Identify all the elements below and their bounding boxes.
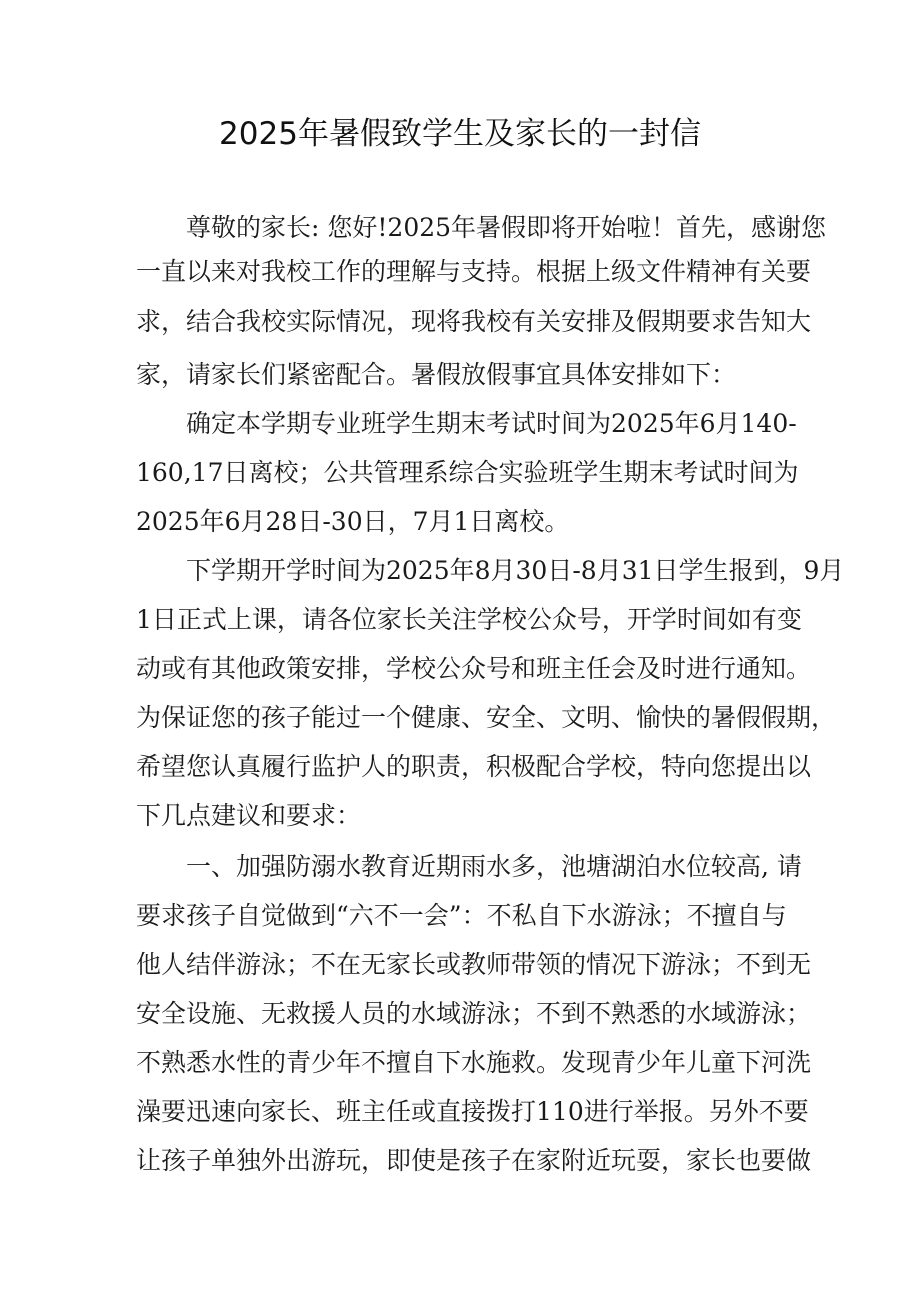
paragraph-line: 一直以来对我校工作的理解与支持。根据上级文件精神有关要 <box>136 257 812 286</box>
paragraph-line: 澡要迅速向家长、班主任或直接拨打110进行举报。另外不要 <box>136 1097 809 1126</box>
paragraph-line: 下几点建议和要求： <box>136 801 362 830</box>
paragraph-line: 下学期开学时间为2025年8月30日-8月31日学生报到，9月 <box>186 556 845 585</box>
paragraph-line: 希望您认真履行监护人的职责，积极配合学校，特向您提出以 <box>136 752 812 781</box>
paragraph-line: 要求孩子自觉做到“六不一会”：不私自下水游泳；不擅自与 <box>136 901 787 930</box>
paragraph-line: 确定本学期专业班学生期末考试时间为2025年6月140- <box>186 409 797 438</box>
paragraph-line: 让孩子单独外出游玩，即使是孩子在家附近玩耍，家长也要做 <box>136 1146 812 1175</box>
paragraph-line: 安全设施、无救援人员的水域游泳；不到不熟悉的水域游泳； <box>136 999 812 1028</box>
paragraph-line: 家，请家长们紧密配合。暑假放假事宜具体安排如下： <box>136 360 737 389</box>
paragraph-line: 尊敬的家长: 您好!2025年暑假即将开始啦！首先，感谢您 <box>186 213 827 242</box>
paragraph-line: 为保证您的孩子能过一个健康、安全、文明、愉快的暑假假期， <box>136 703 837 732</box>
paragraph-line: 2025年6月28日-30日，7月1日离校。 <box>136 507 570 536</box>
paragraph-line: 160,17日离校；公共管理系综合实验班学生期末考试时间为 <box>136 458 799 487</box>
paragraph-line: 不熟悉水性的青少年不擅自下水施救。发现青少年儿童下河洗 <box>136 1048 812 1077</box>
paragraph-line: 他人结伴游泳；不在无家长或教师带领的情况下游泳；不到无 <box>136 950 812 979</box>
paragraph-line: 1日正式上课，请各位家长关注学校公众号，开学时间如有变 <box>136 605 802 634</box>
paragraph-line: 求，结合我校实际情况，现将我校有关安排及假期要求告知大 <box>136 307 812 336</box>
paragraph-line: 动或有其他政策安排，学校公众号和班主任会及时进行通知。 <box>136 654 812 683</box>
letter-title: 2025年暑假致学生及家长的一封信 <box>219 116 701 152</box>
paragraph-line: 一、加强防溺水教育近期雨水多，池塘湖泊水位较高, 请 <box>186 852 802 881</box>
